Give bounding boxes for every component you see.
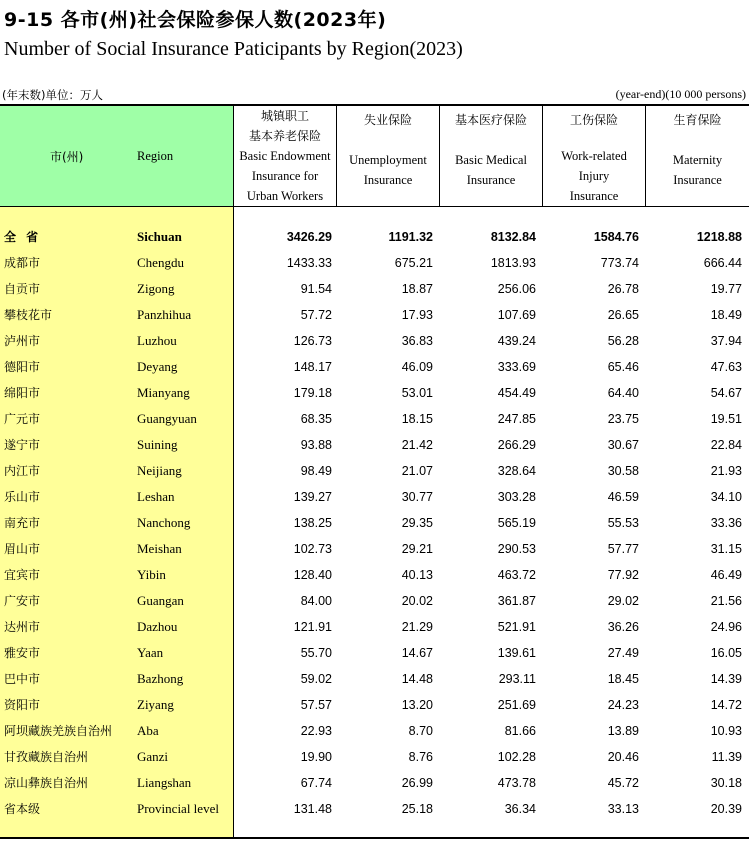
value-cell: 20.02 [401,594,433,608]
table-row [0,666,749,692]
header-col-maternity [646,106,749,206]
value-cell: 303.28 [497,490,536,504]
region-name-cn: 成都市 [4,256,41,270]
header-col-injury [543,106,645,206]
region-name-en: Ziyang [137,697,174,712]
value-cell: 675.21 [394,256,433,270]
region-name-en: Deyang [137,359,178,374]
value-cell: 27.49 [607,646,639,660]
value-cell: 22.93 [300,724,332,738]
header-en-line: Maternity [672,153,723,167]
region-name-en: Neijiang [137,463,182,478]
value-cell: 19.90 [300,750,332,764]
value-cell: 11.39 [711,750,742,764]
value-cell: 36.34 [504,802,536,816]
region-name-cn: 资阳市 [4,698,41,712]
value-cell: 1218.88 [696,230,742,244]
table-row [0,432,749,458]
value-cell: 36.26 [607,620,639,634]
region-name-cn: 乐山市 [4,490,41,504]
value-cell: 20.39 [710,802,742,816]
value-cell: 45.72 [607,776,639,790]
value-cell: 131.48 [293,802,332,816]
region-name-en: Mianyang [137,385,190,400]
value-cell: 121.91 [293,620,332,634]
header-region-cn: 市(州) [50,149,84,164]
region-name-cn: 阿坝藏族羌族自治州 [4,724,113,738]
value-cell: 30.58 [607,464,639,478]
value-cell: 256.06 [497,282,536,296]
region-name-cn: 眉山市 [4,542,41,556]
value-cell: 14.67 [401,646,433,660]
value-cell: 251.69 [497,698,536,712]
value-cell: 10.93 [710,724,742,738]
header-en-line: Work-related [561,149,627,163]
value-cell: 18.49 [710,308,742,322]
value-cell: 8.76 [408,750,433,764]
region-name-cn: 泸州市 [4,334,41,348]
table-row [0,770,749,796]
table-row [0,406,749,432]
value-cell: 98.49 [300,464,332,478]
value-cell: 290.53 [497,542,536,556]
table-row [0,510,749,536]
region-name-cn: 广安市 [4,594,41,608]
value-cell: 36.83 [401,334,433,348]
region-name-en: Yaan [137,645,164,660]
value-cell: 24.23 [607,698,639,712]
value-cell: 47.63 [710,360,742,374]
value-cell: 19.51 [710,412,742,426]
header-en-line: Unemployment [349,153,427,167]
region-name-cn: 巴中市 [4,672,41,686]
value-cell: 26.99 [401,776,433,790]
value-cell: 102.28 [497,750,536,764]
region-name-cn: 全 省 [4,230,42,244]
region-name-en: Nanchong [137,515,191,530]
region-name-en: Suining [137,437,178,452]
value-cell: 55.70 [300,646,332,660]
value-cell: 59.02 [300,672,332,686]
value-cell: 148.17 [293,360,332,374]
header-region-en: Region [137,148,174,163]
value-cell: 46.49 [710,568,742,582]
table-row [0,328,749,354]
header-cn-line: 基本养老保险 [248,129,321,143]
table-row [0,640,749,666]
table-row [0,718,749,744]
value-cell: 29.02 [607,594,639,608]
value-cell: 57.57 [300,698,332,712]
table-row [0,614,749,640]
value-cell: 128.40 [293,568,332,582]
table-row [0,744,749,770]
value-cell: 17.93 [401,308,433,322]
value-cell: 84.00 [300,594,332,608]
value-cell: 473.78 [497,776,536,790]
table-row [0,536,749,562]
value-cell: 21.56 [710,594,742,608]
region-name-en: Luzhou [137,333,177,348]
value-cell: 29.21 [401,542,433,556]
header-cn-line: 失业保险 [363,113,412,127]
value-cell: 14.72 [710,698,742,712]
value-cell: 14.48 [401,672,433,686]
value-cell: 1813.93 [490,256,536,270]
value-cell: 91.54 [300,282,332,296]
table-row [0,588,749,614]
region-name-cn: 甘孜藏族自治州 [4,750,89,764]
value-cell: 1433.33 [286,256,332,270]
value-cell: 439.24 [497,334,536,348]
region-name-cn: 省本级 [4,802,41,816]
region-name-en: Zigong [137,281,175,296]
value-cell: 21.29 [401,620,433,634]
value-cell: 29.35 [401,516,433,530]
header-en-line: Basic Medical [455,153,527,167]
header-cn-line: 城镇职工 [260,109,309,123]
header-cn-line: 工伤保险 [569,113,618,127]
header-cn-line: 基本医疗保险 [454,113,527,127]
value-cell: 21.93 [710,464,742,478]
value-cell: 46.59 [607,490,639,504]
region-name-en: Guangan [137,593,184,608]
value-cell: 102.73 [293,542,332,556]
value-cell: 46.09 [401,360,433,374]
table-row [0,302,749,328]
value-cell: 57.72 [300,308,332,322]
value-cell: 19.77 [710,282,742,296]
region-name-cn: 内江市 [4,464,41,478]
region-name-cn: 绵阳市 [4,386,41,400]
region-name-cn: 凉山彝族自治州 [4,776,89,790]
value-cell: 24.96 [710,620,742,634]
value-cell: 139.61 [497,646,536,660]
unit-note-en: (year-end)(10 000 persons) [615,87,746,101]
region-name-en: Meishan [137,541,182,556]
value-cell: 81.66 [504,724,536,738]
value-cell: 31.15 [710,542,742,556]
region-name-cn: 南充市 [4,516,41,530]
table-row [0,354,749,380]
region-name-en: Ganzi [137,749,169,764]
value-cell: 37.94 [710,334,742,348]
value-cell: 8132.84 [490,230,536,244]
value-cell: 93.88 [300,438,332,452]
region-name-en: Yibin [137,567,166,582]
value-cell: 18.87 [401,282,433,296]
value-cell: 33.36 [710,516,742,530]
table-row [0,562,749,588]
header-col-unemployment [337,106,439,206]
value-cell: 30.77 [401,490,433,504]
value-cell: 139.27 [293,490,332,504]
header-en-line: Injury [578,169,610,183]
value-cell: 107.69 [497,308,536,322]
region-name-en: Panzhihua [137,307,192,322]
value-cell: 18.45 [607,672,639,686]
table-body [0,224,749,822]
region-name-cn: 广元市 [4,412,41,426]
header-en-line: Insurance [466,173,516,187]
region-name-en: Guangyuan [137,411,197,426]
value-cell: 26.78 [607,282,639,296]
value-cell: 68.35 [300,412,332,426]
header-col-endowment [234,106,336,206]
region-name-en: Sichuan [137,229,182,244]
value-cell: 67.74 [300,776,332,790]
value-cell: 14.39 [710,672,742,686]
value-cell: 25.18 [401,802,433,816]
value-cell: 454.49 [497,386,536,400]
value-cell: 30.18 [710,776,742,790]
value-cell: 333.69 [497,360,536,374]
value-cell: 773.74 [600,256,639,270]
region-name-en: Provincial level [137,801,219,816]
value-cell: 328.64 [497,464,536,478]
region-name-en: Bazhong [137,671,184,686]
value-cell: 57.77 [607,542,639,556]
header-en-line: Urban Workers [246,189,324,203]
value-cell: 13.20 [401,698,433,712]
value-cell: 8.70 [408,724,433,738]
value-cell: 30.67 [607,438,639,452]
value-cell: 26.65 [607,308,639,322]
header-highlight [0,106,233,206]
region-name-en: Dazhou [137,619,178,634]
value-cell: 56.28 [607,334,639,348]
value-cell: 21.07 [401,464,433,478]
header-en-line: Basic Endowment [239,149,331,163]
region-name-cn: 宜宾市 [4,568,41,582]
table-row [0,692,749,718]
header-en-line: Insurance for [251,169,319,183]
table-row [0,458,749,484]
value-cell: 40.13 [401,568,433,582]
region-name-cn: 攀枝花市 [4,308,53,322]
region-name-en: Leshan [137,489,175,504]
table-row [0,276,749,302]
region-name-cn: 达州市 [4,620,41,634]
value-cell: 179.18 [293,386,332,400]
region-name-en: Chengdu [137,255,184,270]
region-name-en: Liangshan [137,775,192,790]
value-cell: 65.46 [607,360,639,374]
page-title-en: Number of Social Insurance Paticipants by Region(2023) [4,38,463,60]
value-cell: 565.19 [497,516,536,530]
value-cell: 33.13 [607,802,639,816]
value-cell: 126.73 [293,334,332,348]
value-cell: 77.92 [607,568,639,582]
table-row [0,796,749,822]
header-en-line: Insurance [569,189,619,203]
value-cell: 55.53 [607,516,639,530]
value-cell: 23.75 [607,412,639,426]
header-en-line: Insurance [363,173,413,187]
region-name-cn: 德阳市 [4,360,41,374]
value-cell: 1191.32 [388,230,433,244]
value-cell: 34.10 [710,490,742,504]
header-col-medical [440,106,542,206]
value-cell: 22.84 [710,438,742,452]
value-cell: 521.91 [497,620,536,634]
value-cell: 13.89 [607,724,639,738]
value-cell: 361.87 [497,594,536,608]
value-cell: 463.72 [497,568,536,582]
table-row [0,380,749,406]
header-en-line: Insurance [673,173,722,187]
value-cell: 21.42 [401,438,433,452]
table-row [0,250,749,276]
region-name-cn: 雅安市 [4,646,41,660]
region-name-cn: 遂宁市 [4,438,41,452]
value-cell: 3426.29 [286,230,332,244]
value-cell: 666.44 [703,256,742,270]
table-bottom-rule [0,837,749,839]
value-cell: 266.29 [497,438,536,452]
value-cell: 293.11 [498,672,536,686]
unit-note-cn: (年末数)单位：万人 [2,88,103,102]
value-cell: 247.85 [497,412,536,426]
value-cell: 1584.76 [593,230,639,244]
table-row [0,484,749,510]
value-cell: 54.67 [710,386,742,400]
header-bottom-rule [0,206,749,207]
value-cell: 20.46 [607,750,639,764]
value-cell: 138.25 [293,516,332,530]
value-cell: 64.40 [607,386,639,400]
value-cell: 18.15 [401,412,433,426]
page-title-cn: 9-15 各市(州)社会保险参保人数(2023年) [4,9,387,31]
region-name-cn: 自贡市 [4,282,41,296]
value-cell: 53.01 [401,386,433,400]
table-row-total [0,224,749,250]
value-cell: 16.05 [710,646,742,660]
region-name-en: Aba [137,723,159,738]
header-cn-line: 生育保险 [673,113,722,127]
